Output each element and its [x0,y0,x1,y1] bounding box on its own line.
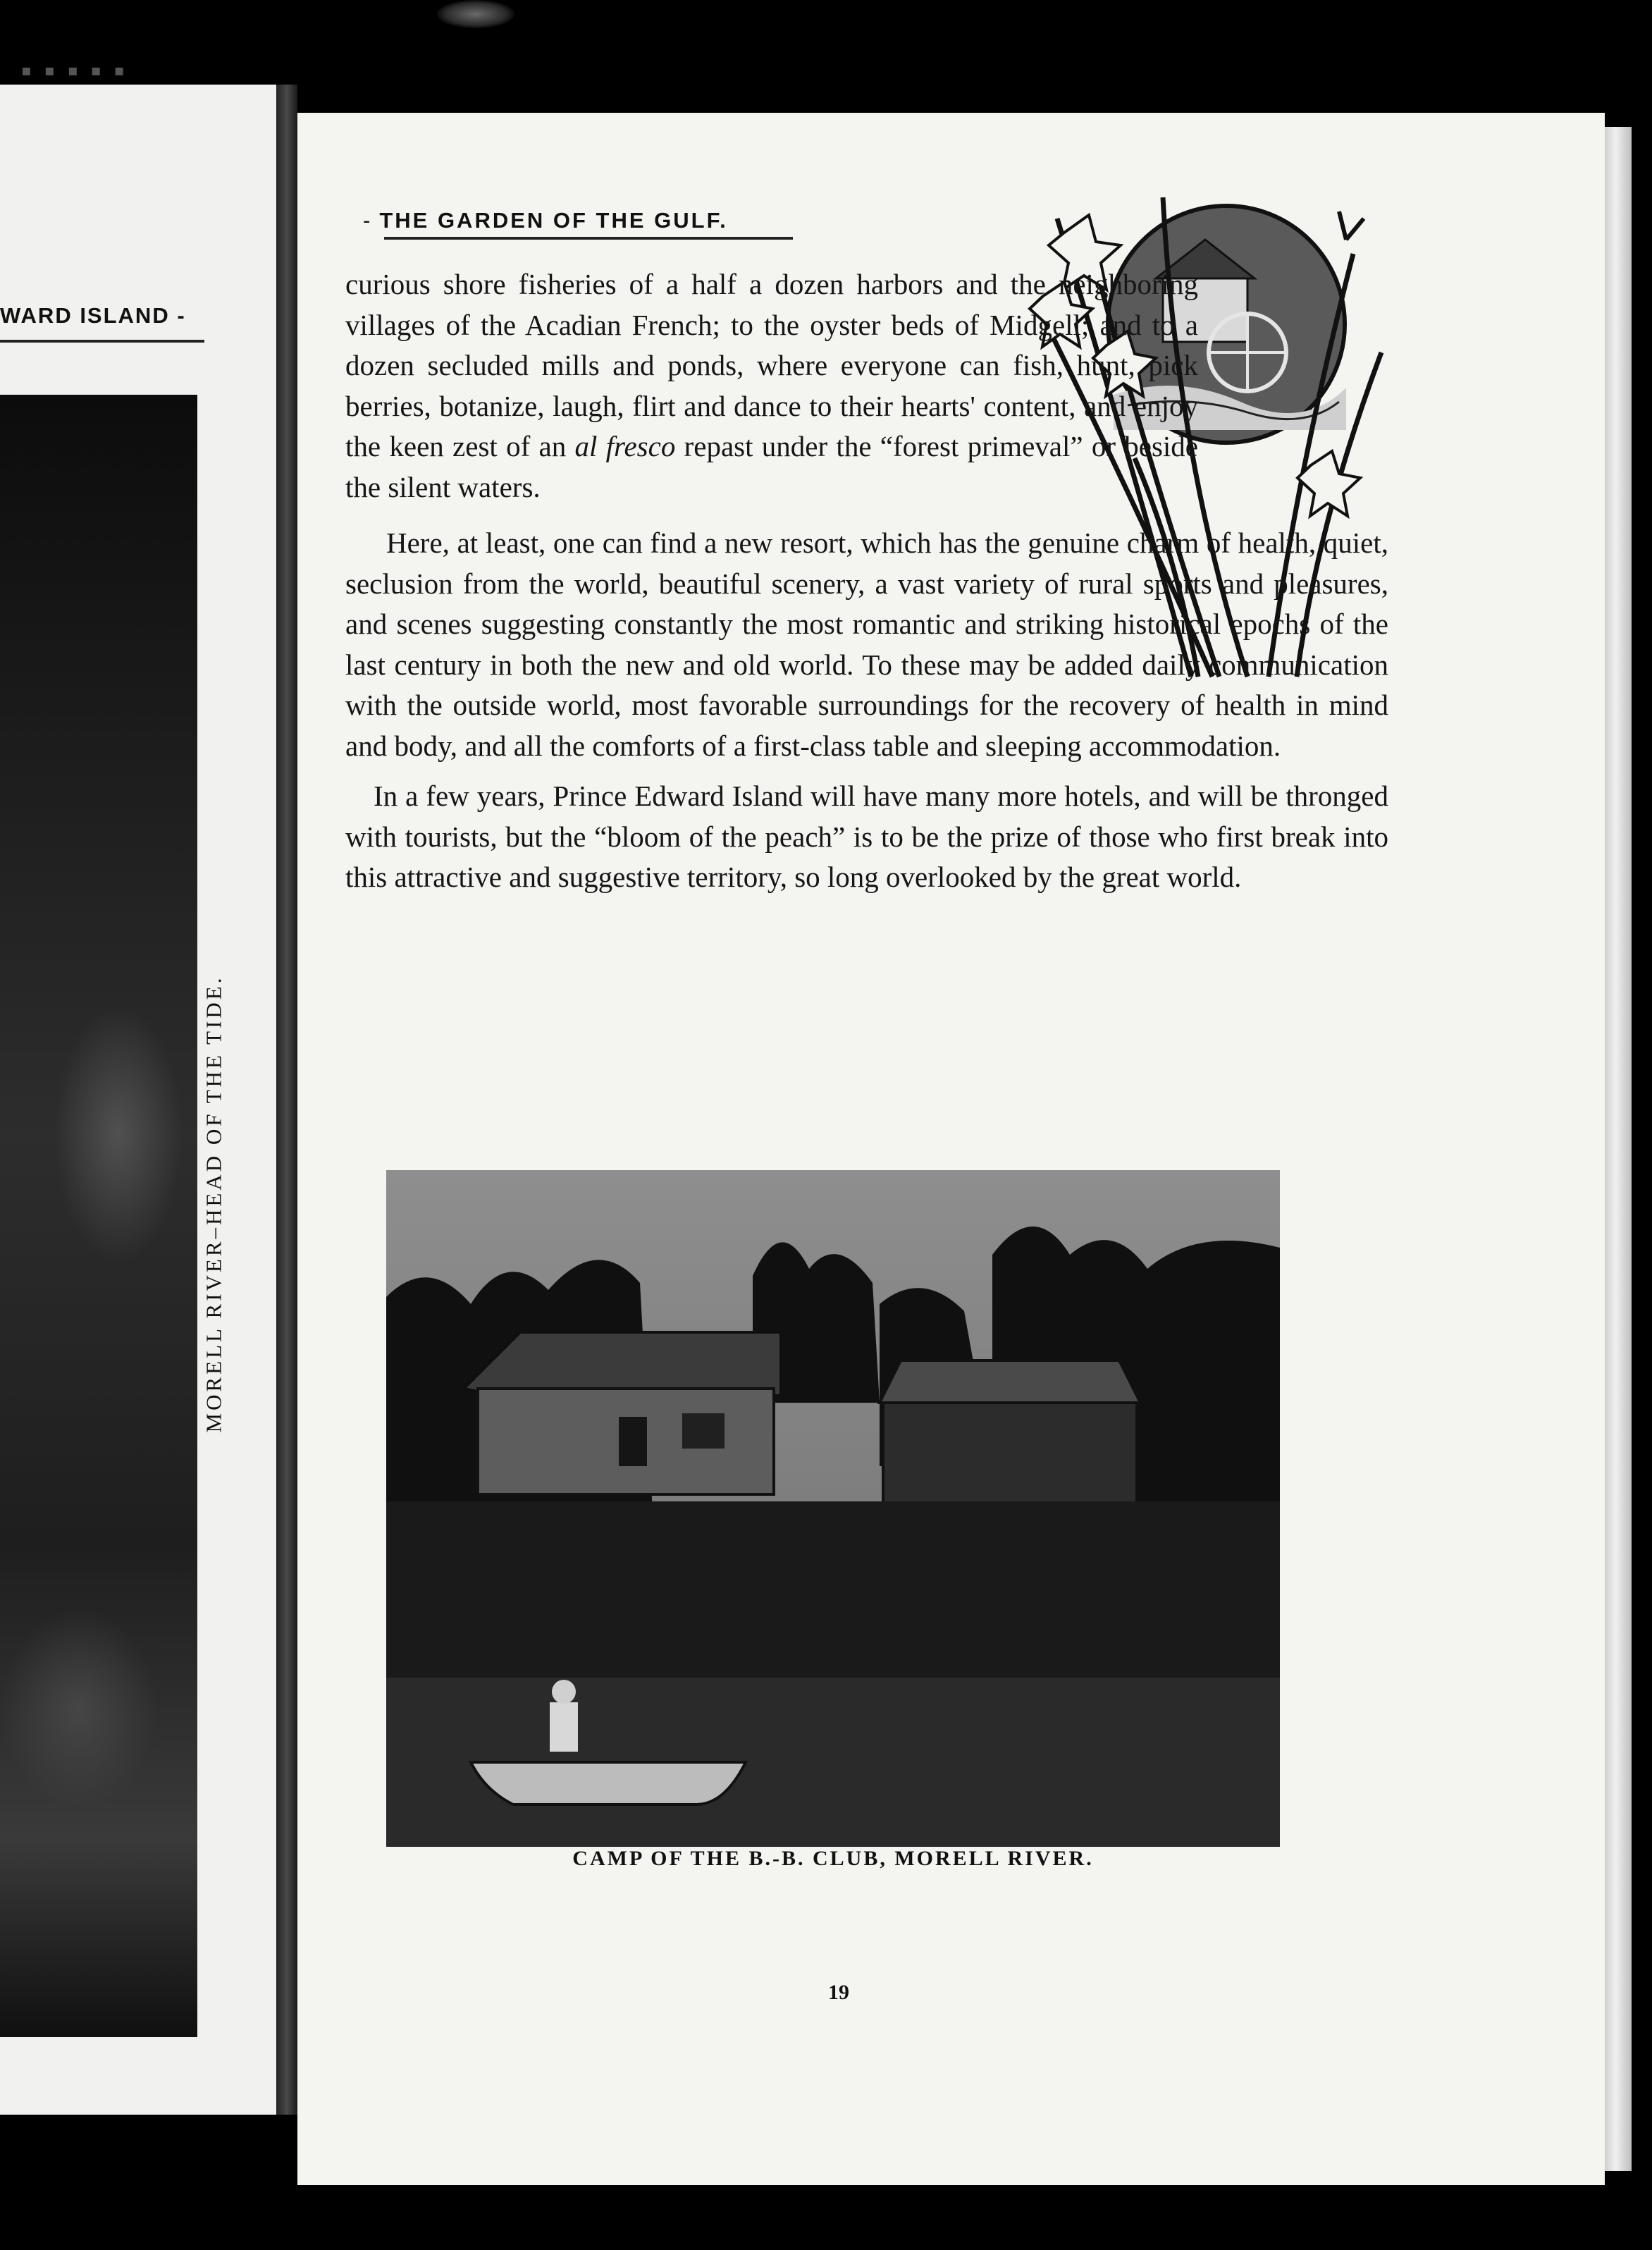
left-page [0,85,276,2115]
running-head-rule [384,237,793,240]
body-text [345,264,1388,898]
scan-speck [437,0,514,28]
top-edge-marks: ▪▪▪▪▪ [21,62,137,80]
camp-photo-scene [386,1170,1280,1847]
running-head-dash: - [363,208,373,233]
book-gutter [276,85,297,2115]
page-edge [1605,127,1632,2171]
left-photo-caption [189,936,238,1472]
page-number: 19 [828,1981,849,2004]
left-river-photo [0,395,197,2037]
paragraph-1-text-end: repast under the “forest primeval” or beside the silent waters. [345,430,1199,503]
left-running-head-dash: - [177,303,186,328]
running-head-title: THE GARDEN OF THE GULF. [379,208,728,233]
left-running-head [0,303,186,328]
photo-caption: CAMP OF THE B.-B. CLUB, MORELL RIVER. [572,1847,1094,1870]
paragraph-2: Here, at least, one can find a new resort, which has the genuine charm of health, quiet, seclusion from the world, beautiful scenery, a vast variety of rural sports and pleasures, and scenes suggesting constantly the most romantic and striking historical epochs of the last century in both the new and old world. To these may be added daily communication with the outside world, most favorable surroundings for the recovery of health in mind and body, and all the comforts of a first-class table and sleeping accommodation. [345,527,1388,762]
photo-shed [880,1360,1140,1508]
paragraph-1-text: curious shore fisheries of a half a dozen harbors and the neighboring villages of the Acadian French; to the oyster beds of Midgell; and to a dozen secluded mills and ponds, where everyone can fish, hunt, pick berries, botanize, laugh, flirt and dance to their hearts' content, and enjoy the keen zest of an [345,268,1198,462]
left-head-rule [0,340,204,343]
paragraph-1 [345,264,1198,508]
photo-bushes [386,1501,1280,1685]
running-head [363,208,728,233]
photo-cabin [464,1332,781,1494]
paragraph-1-italic: al fresco [574,430,676,462]
left-photo-caption-text: MORELL RIVER–HEAD OF THE TIDE. [201,975,226,1433]
camp-photo [386,1170,1280,1847]
paragraph-3: In a few years, Prince Edward Island will have many more hotels, and will be thronged with tourists, but the “bloom of the peach” is to be the prize of those who first break into this attractive and suggestive territory, so long overlooked by the great world. [345,780,1388,893]
left-running-head-text: WARD ISLAND [0,303,170,328]
